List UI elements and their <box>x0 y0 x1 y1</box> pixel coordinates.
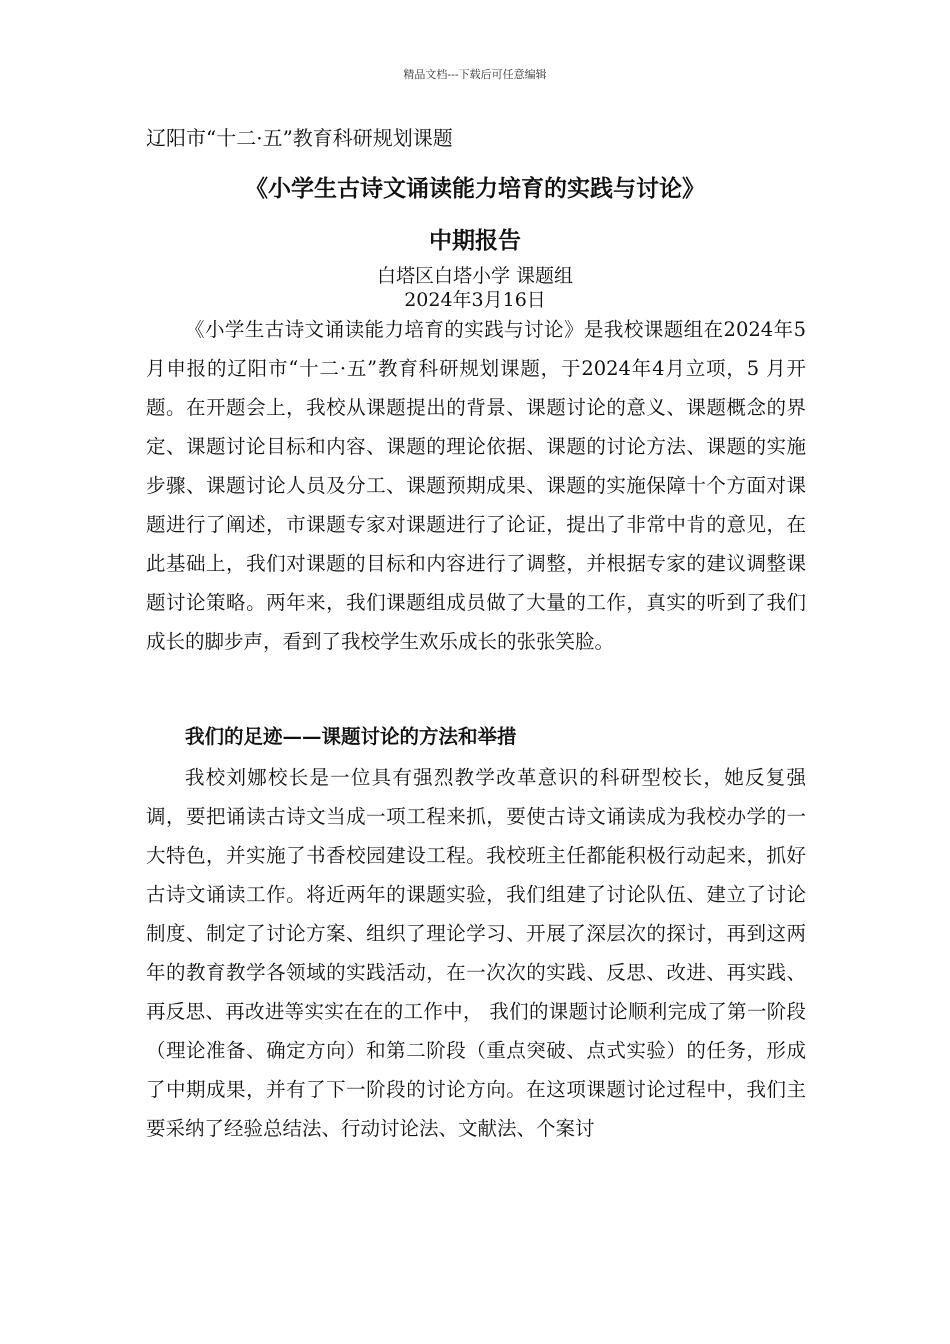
paragraph-methods: 我校刘娜校长是一位具有强烈教学改革意识的科研型校长，她反复强调，要把诵读古诗文当成一项工程来抓，要使古诗文诵读成为我校办学的一大特色，并实施了书香校园建设工程。我校班主任都能积极行动起来，抓好古诗文诵读工作。将近两年的课题实验，我们组建了讨论队伍、建立了讨论制度、制定了讨论方案、组织了理论学习、开展了深层次的探讨，再到这两年的教育教学各领域的实践活动，在一次次的实践、反思、改进、再实践、再反思、再改进等实实在在的工作中， 我们的课题讨论顺利完成了第一阶段（理论准备、确定方向）和第二阶段（重点突破、点式实验）的任务，形成了中期成果，并有了下一阶段的讨论方向。在这项课题讨论过程中，我们主要采纳了经验总结法、行动讨论法、文献法、个案讨 <box>146 766 806 1140</box>
document-title: 《小学生古诗文诵读能力培育的实践与讨论》 <box>245 175 705 202</box>
paragraph-intro: 《小学生古诗文诵读能力培育的实践与讨论》是我校课题组在2024年5 月申报的辽阳市“十二·五”教育科研规划课题，于2024年4月立项，5 月开题。在开题会上，我校从课题提出的背景、课题讨论的意义、课题概念的界定、课题讨论目标和内容、课题的理论依据、课题的讨论方法、课题的实施步骤、课题讨论人员及分工、课题预期成果、课题的实施保障十个方面对课题进行了阐述，市课题专家对课题进行了论证，提出了非常中肯的意见，在此基础上，我们对课题的目标和内容进行了调整，并根据专家的建议调整课题讨论策略。两年来，我们课题组成员做了大量的工作，真实的听到了我们成长的脚步声，看到了我校学生欢乐成长的张张笑脸。 <box>146 318 806 653</box>
project-line: 辽阳市“十二·五”教育科研规划课题 <box>146 126 453 150</box>
document-subtitle: 中期报告 <box>429 227 521 254</box>
section-heading: 我们的足迹——课题讨论的方法和举措 <box>185 725 517 748</box>
page-header-watermark: 精品文档---下载后可任意编辑 <box>403 68 547 81</box>
date-line: 2024年3月16日 <box>404 289 546 311</box>
author-line: 白塔区白塔小学 课题组 <box>376 265 574 287</box>
